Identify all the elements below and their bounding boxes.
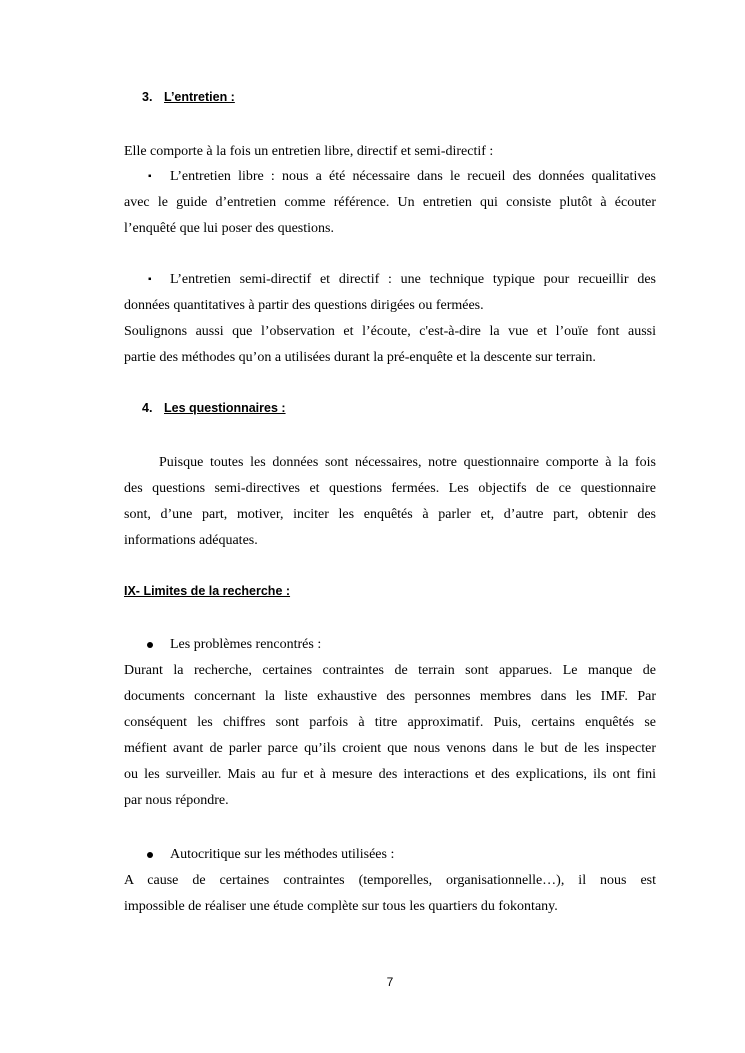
section-4-heading <box>142 401 286 415</box>
problems-label: Les problèmes rencontrés : <box>170 637 322 652</box>
section-3-title: L’entretien : <box>164 90 235 104</box>
section-3-heading <box>142 90 235 104</box>
critique-label: Autocritique sur les méthodes utilisées : <box>170 847 395 862</box>
section-3-note-line: partie des méthodes qu’on a utilisées durant la pré-enquête et la descente sur terrain. <box>124 350 596 365</box>
section-9-title: IX- Limites de la recherche : <box>124 584 291 598</box>
problems-line: ou les surveiller. Mais au fur et à mesure des interactions et des explications, ils ont fini <box>124 767 656 782</box>
critique-line: A cause de certaines contraintes (temporelles, organisationnelle…), il nous est <box>124 873 656 888</box>
round-bullet-icon <box>147 642 153 648</box>
square-bullet-icon: ▪ <box>148 171 152 182</box>
section-3-note-line: Soulignons aussi que l’observation et l’écoute, c'est-à-dire la vue et l’ouïe font aussi <box>124 324 656 339</box>
section-3-item2-line: L’entretien semi-directif et directif : une technique typique pour recueillir des <box>170 272 656 287</box>
section-3-item1-line: avec le guide d’entretien comme référence. Un entretien qui consiste plutôt à écouter <box>124 195 656 210</box>
section-4-line: sont, d’une part, motiver, inciter les enquêtés à parler et, d’autre part, obtenir des <box>124 507 656 522</box>
section-3-number: 3. <box>142 90 153 104</box>
section-3-item2-line: données quantitatives à partir des questions dirigées ou fermées. <box>124 298 484 313</box>
page-number: 7 <box>386 975 394 989</box>
problems-line: méfient avant de parler parce qu’ils croient que nous venons dans le but de les inspecter <box>124 741 656 756</box>
section-4-line: informations adéquates. <box>124 533 258 548</box>
section-4-title: Les questionnaires : <box>164 401 286 415</box>
critique-line: impossible de réaliser une étude complète sur tous les quartiers du fokontany. <box>124 899 558 914</box>
section-9-heading <box>124 584 290 598</box>
section-4-line: des questions semi-directives et questions fermées. Les objectifs de ce questionnaire <box>124 481 656 496</box>
section-3-item1-line: l’enquêté que lui poser des questions. <box>124 221 334 236</box>
problems-line: par nous répondre. <box>124 793 229 808</box>
problems-line: Durant la recherche, certaines contraintes de terrain sont apparues. Le manque de <box>124 663 656 678</box>
problems-line: conséquent les chiffres sont parfois à titre approximatif. Puis, certains enquêtés se <box>124 715 656 730</box>
square-bullet-icon: ▪ <box>148 274 152 285</box>
problems-line: documents concernant la liste exhaustive des personnes membres dans les IMF. Par <box>124 689 656 704</box>
section-4-line: Puisque toutes les données sont nécessaires, notre questionnaire comporte à la fois <box>159 455 656 470</box>
section-3-intro: Elle comporte à la fois un entretien libre, directif et semi-directif : <box>124 144 494 159</box>
section-3-item1-line: L’entretien libre : nous a été nécessaire dans le recueil des données qualitatives <box>170 169 656 184</box>
round-bullet-icon <box>147 852 153 858</box>
section-4-number: 4. <box>142 401 153 415</box>
